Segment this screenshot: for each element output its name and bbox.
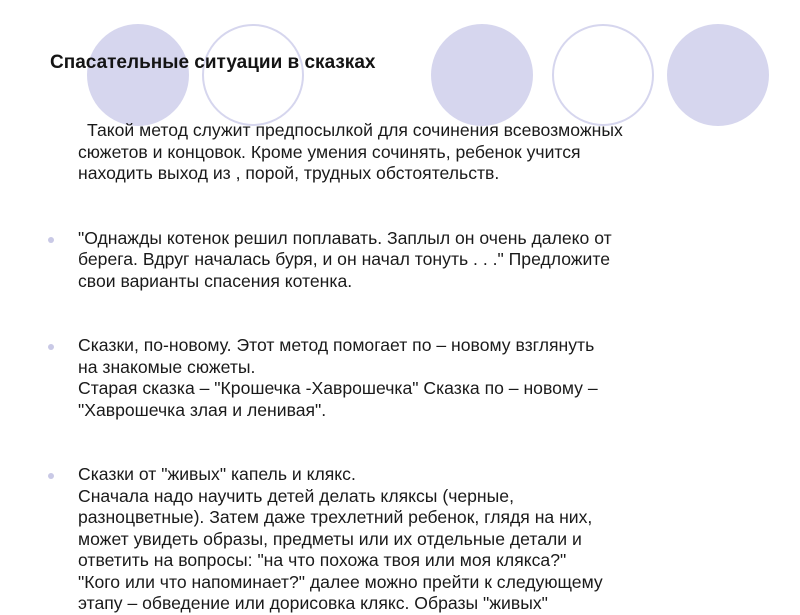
intro-line: Такой метод служит предпосылкой для сочинения всевозможных xyxy=(87,120,623,140)
bullet-line: на знакомые сюжеты. xyxy=(78,356,256,377)
bullet-item xyxy=(48,335,768,421)
intro-line: сюжетов и концовок. Кроме умения сочинять, ребенок учится xyxy=(78,141,581,162)
bullet-line: Старая сказка – "Крошечка -Хаврошечка" Сказка по – новому – xyxy=(78,378,598,398)
intro-paragraph xyxy=(48,120,768,185)
bullet-line: Сначала надо научить детей делать кляксы (черные, xyxy=(78,485,514,506)
bullet-line: "Кого или что напоминает?" далее можно прейти к следующему xyxy=(78,571,603,592)
bullet-item xyxy=(48,464,768,615)
bullet-line: свои варианты спасения котенка. xyxy=(78,270,353,291)
bullet-dot-icon xyxy=(48,344,54,350)
bullet-line: "Однажды котенок решил поплавать. Заплыл он очень далеко от xyxy=(78,227,612,248)
bullet-item xyxy=(48,228,768,293)
bullet-list xyxy=(48,228,768,615)
decorative-circle-filled xyxy=(667,24,769,126)
bullet-line: разноцветные). Затем даже трехлетний ребенок, глядя на них, xyxy=(78,507,593,527)
bullet-line: Сказки от "живых" капель и клякс. xyxy=(78,464,356,484)
bullet-line: берега. Вдруг началась буря, и он начал тонуть . . ." Предложите xyxy=(78,249,611,269)
bullet-dot-icon xyxy=(48,473,54,479)
slide-body xyxy=(48,120,768,615)
decorative-circle-filled xyxy=(87,24,189,126)
bullet-dot-icon xyxy=(48,237,54,243)
bullet-line: этапу – обведение или дорисовка клякс. Образы "живых" xyxy=(78,593,548,613)
bullet-line: может увидеть образы, предметы или их отдельные детали и xyxy=(78,528,582,549)
bullet-line: "Хаврошечка злая и ленивая". xyxy=(78,399,327,420)
bullet-line: Сказки, по-новому. Этот метод помогает по – новому взглянуть xyxy=(78,335,595,355)
decorative-circle-outline xyxy=(202,24,304,126)
intro-line: находить выход из , порой, трудных обстоятельств. xyxy=(78,163,500,183)
decorative-circle-filled xyxy=(431,24,533,126)
bullet-line: ответить на вопросы: "на что похожа твоя или моя клякса?" xyxy=(78,550,567,570)
decorative-circle-outline xyxy=(552,24,654,126)
slide-title: Спасательные ситуации в сказках xyxy=(50,52,376,73)
